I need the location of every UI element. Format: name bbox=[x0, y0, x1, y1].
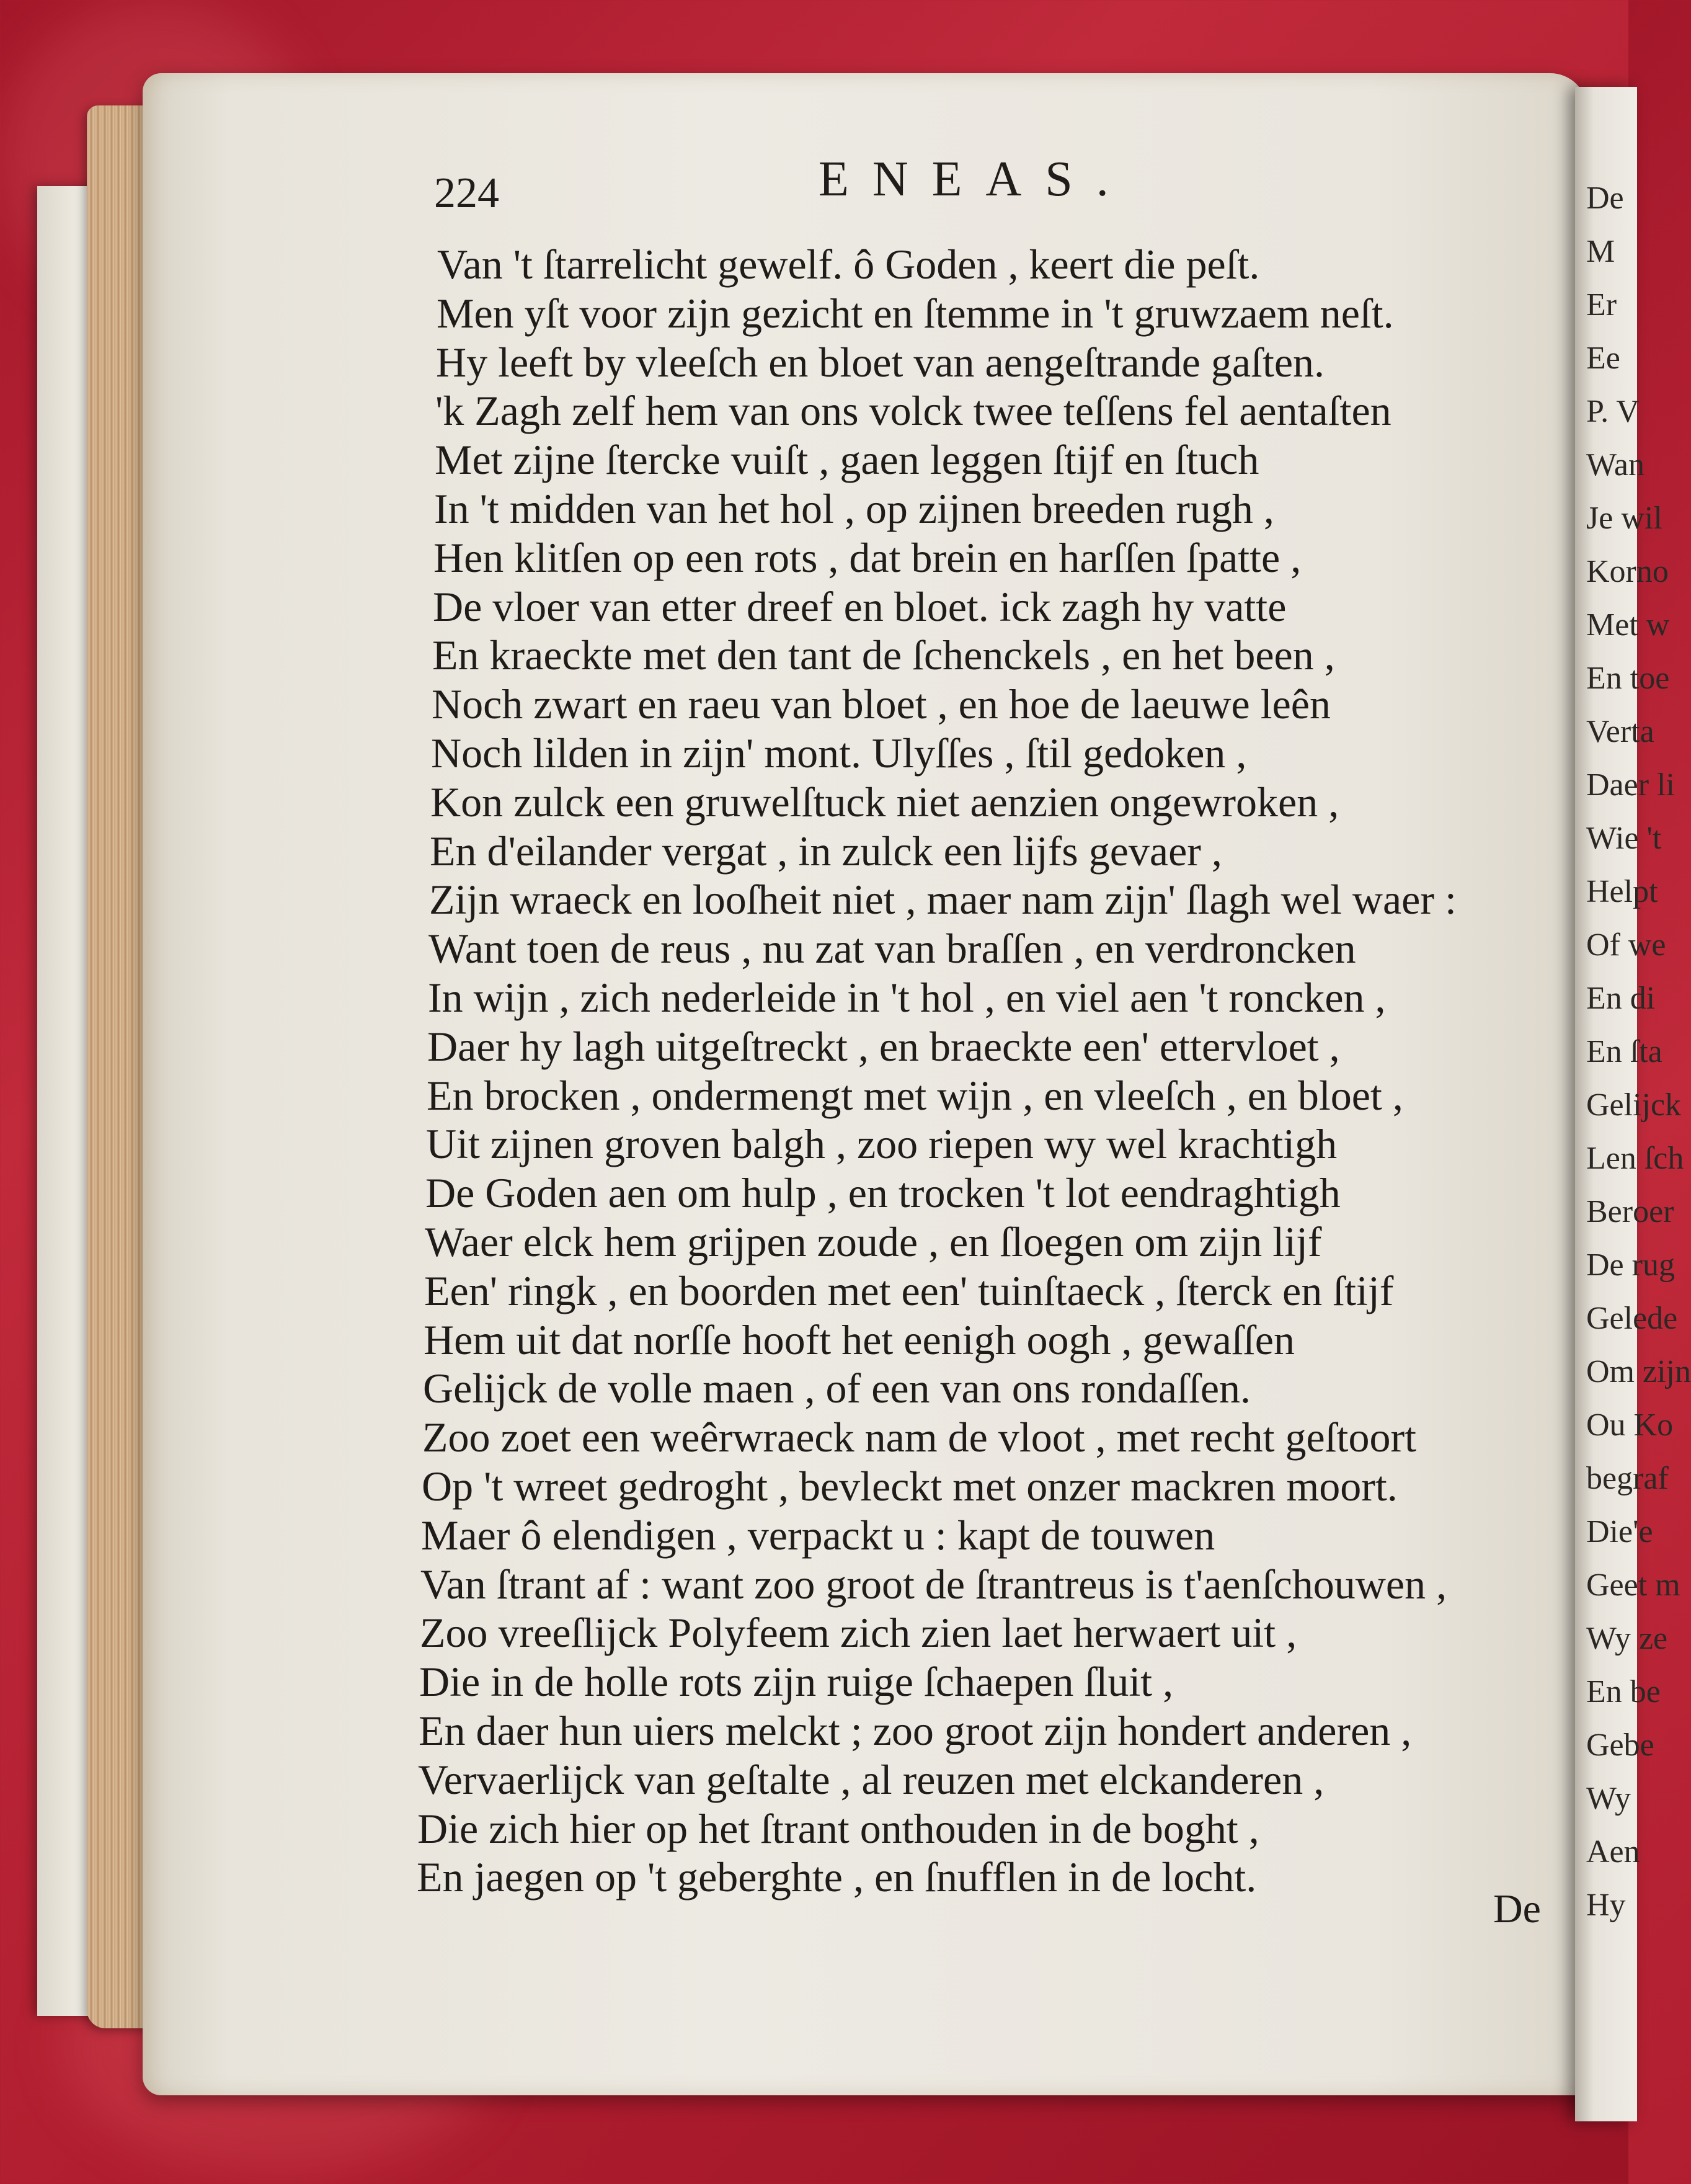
verse-line: Hen klitſen op een rots , dat brein en harſſen ſpatte , bbox=[433, 533, 1302, 581]
verse-line: Zijn wraeck en looſheit niet , maer nam zijn' ſlagh wel waer : bbox=[429, 876, 1457, 924]
verse-line: Die in de holle rots zijn ruige ſchaepen ſluit , bbox=[419, 1658, 1174, 1706]
verse-line: Van 't ſtarrelicht gewelf. ô Goden , keert die peſt. bbox=[437, 241, 1260, 288]
facing-page-fragment: Hy bbox=[1586, 1888, 1626, 1923]
facing-page-edge bbox=[1575, 87, 1691, 2121]
facing-page-fragment: Of we bbox=[1586, 927, 1666, 963]
facing-page-fragment: Je wil bbox=[1586, 501, 1662, 536]
verse-line: En d'eilander vergat , in zulck een lijfs gevaer , bbox=[430, 827, 1222, 875]
page-number: 224 bbox=[434, 169, 499, 217]
verse-line: En kraeckte met den tant de ſchenckels , en het been , bbox=[432, 631, 1335, 679]
facing-page-fragment: Geet m bbox=[1586, 1567, 1680, 1603]
facing-page-fragment: Wan bbox=[1586, 447, 1644, 483]
verse-line: 'k Zagh zelf hem van ons volck twee teſſens fel aentaſten bbox=[435, 387, 1391, 435]
verse-line: En jaegen op 't geberghte , en ſnufflen in de locht. bbox=[417, 1853, 1257, 1901]
facing-page-fragment: Wy bbox=[1586, 1781, 1631, 1816]
verse-line: Hem uit dat norſſe hooft het eenigh oogh , gewaſſen bbox=[424, 1316, 1295, 1363]
verse-line: Vervaerlijck van geſtalte , al reuzen met elckanderen , bbox=[418, 1755, 1325, 1803]
facing-page-fragment: begraf bbox=[1586, 1461, 1669, 1496]
verse-line: En brocken , ondermengt met wijn , en vleeſch , en bloet , bbox=[427, 1071, 1403, 1119]
verse-line: Zoo vreeſlijck Polyfeem zich zien laet herwaert uit , bbox=[420, 1609, 1297, 1657]
verse-line: Een' ringk , en boorden met een' tuinſtaeck , ſterck en ſtijf bbox=[424, 1267, 1394, 1314]
verse-line: Uit zijnen groven balgh , zoo riepen wy wel krachtigh bbox=[426, 1120, 1338, 1168]
facing-page-fragment: Er bbox=[1586, 287, 1617, 323]
verse-line: Men yſt voor zijn gezicht en ſtemme in 't gruwzaem neſt. bbox=[437, 289, 1394, 337]
facing-page-fragment: De bbox=[1586, 181, 1624, 216]
facing-page-fragment: Wie 't bbox=[1586, 821, 1662, 856]
verse-line: Met zijne ſtercke vuiſt , gaen leggen ſtijf en ſtuch bbox=[435, 436, 1259, 484]
catchword: De bbox=[1493, 1886, 1541, 1932]
facing-page-fragment: Len ſch bbox=[1586, 1141, 1684, 1176]
facing-page-fragment: Daer li bbox=[1586, 767, 1675, 803]
facing-page-fragment: Ou Ko bbox=[1586, 1407, 1674, 1443]
verse-line: Hy leeft by vleeſch en bloet van aengeſtrande gaſten. bbox=[436, 338, 1325, 386]
facing-page-fragment: Gelijck bbox=[1586, 1087, 1682, 1123]
verse-line: Van ſtrant af : want zoo groot de ſtrantreus is t'aenſchouwen , bbox=[420, 1560, 1447, 1608]
verse-line: Op 't wreet gedroght , bevleckt met onzer mackren moort. bbox=[422, 1463, 1398, 1510]
verse-line: De vloer van etter dreef en bloet. ick zagh hy vatte bbox=[433, 582, 1287, 630]
facing-page-fragment: Gelede bbox=[1586, 1301, 1678, 1336]
facing-page-fragment: Om zijn bbox=[1586, 1354, 1691, 1389]
verse-line: Noch lilden in zijn' mont. Ulyſſes , ſtil gedoken , bbox=[431, 729, 1247, 777]
facing-page-fragment: En ſta bbox=[1586, 1034, 1662, 1069]
verse-line: En daer hun uiers melckt ; zoo groot zijn hondert anderen , bbox=[419, 1707, 1412, 1754]
verse-line: Zoo zoet een weêrwraeck nam de vloot , met recht geſtoort bbox=[422, 1414, 1416, 1461]
facing-page-fragment: Beroer bbox=[1586, 1194, 1674, 1229]
facing-page-fragment: P. V bbox=[1586, 394, 1640, 429]
facing-page-fragment: Die'e bbox=[1586, 1514, 1653, 1549]
verse-line: Maer ô elendigen , verpackt u : kapt de touwen bbox=[421, 1511, 1215, 1559]
verse-line: Noch zwart en raeu van bloet , en hoe de laeuwe leên bbox=[432, 680, 1331, 728]
verse-line: In 't midden van het hol , op zijnen breeden rugh , bbox=[434, 485, 1274, 532]
verse-line: De Goden aen om hulp , en trocken 't lot eendraghtigh bbox=[425, 1169, 1341, 1217]
facing-page-fragment: Gebe bbox=[1586, 1727, 1654, 1763]
facing-page-fragment: Aen bbox=[1586, 1834, 1640, 1870]
facing-page-fragment: Korno bbox=[1586, 554, 1669, 589]
facing-page-fragment: Met w bbox=[1586, 607, 1670, 643]
facing-page-fragment: De rug bbox=[1586, 1247, 1675, 1283]
verse-line: Want toen de reus , nu zat van braſſen , en verdroncken bbox=[428, 925, 1356, 973]
running-title: ENEAS. bbox=[819, 152, 1132, 207]
facing-page-fragment: Wy ze bbox=[1586, 1621, 1668, 1656]
verse-line: Kon zulck een gruwelſtuck niet aenzien ongewroken , bbox=[430, 778, 1339, 826]
facing-page-fragment: En di bbox=[1586, 981, 1656, 1016]
verse-line: Die zich hier op het ſtrant onthouden in de boght , bbox=[417, 1804, 1259, 1852]
facing-page-fragment: M bbox=[1586, 234, 1615, 269]
facing-page-fragment: Helpt bbox=[1586, 874, 1658, 909]
verse-line: Gelijck de volle maen , of een van ons rondaſſen. bbox=[423, 1365, 1251, 1412]
facing-page-fragment: En toe bbox=[1586, 661, 1670, 696]
verse-line: In wijn , zich nederleide in 't hol , en viel aen 't roncken , bbox=[428, 974, 1386, 1021]
facing-page-fragment: En be bbox=[1586, 1674, 1661, 1709]
verse-line: Waer elck hem grijpen zoude , en ſloegen om zijn lijf bbox=[425, 1218, 1322, 1265]
verse-line: Daer hy lagh uitgeſtreckt , en braeckte een' ettervloet , bbox=[427, 1022, 1340, 1070]
facing-page-fragment: Ee bbox=[1586, 341, 1620, 376]
facing-page-fragment: Verta bbox=[1586, 714, 1654, 749]
